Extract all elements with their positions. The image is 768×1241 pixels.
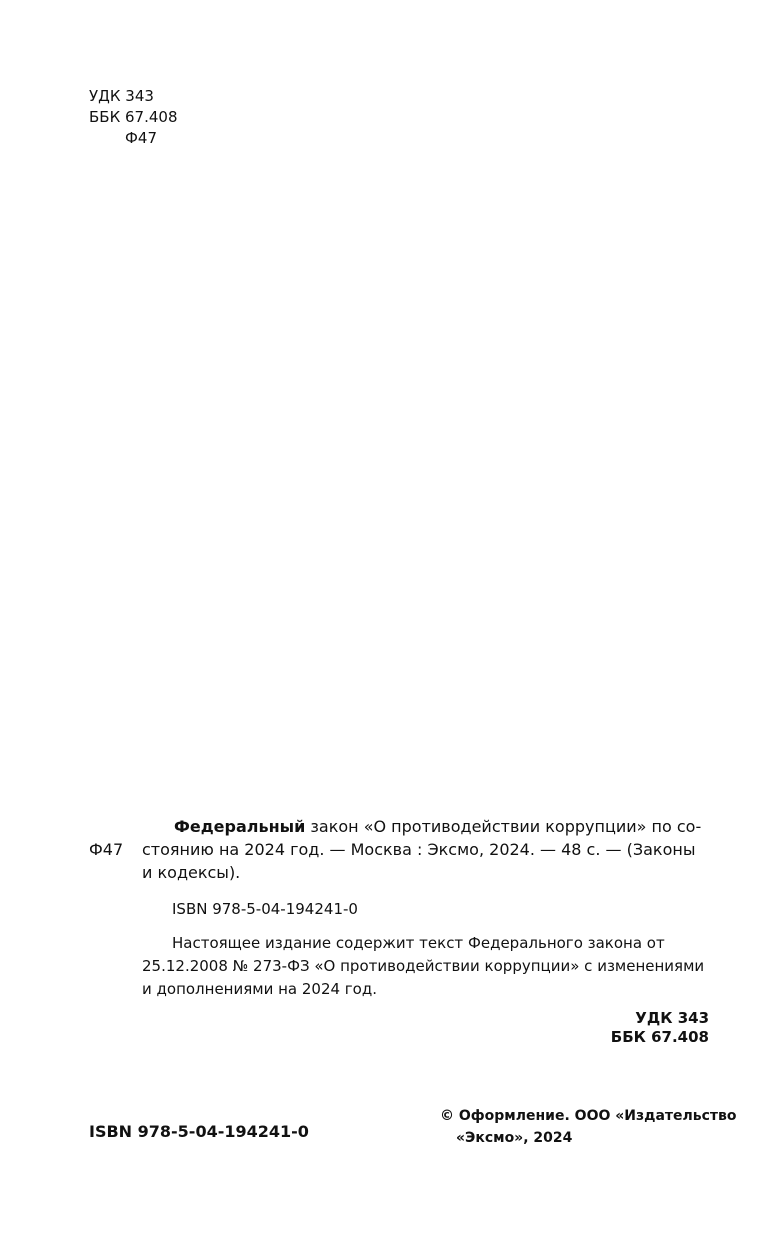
edition-description — [142, 932, 709, 1001]
author-sign: Ф47 — [125, 129, 157, 147]
bbk-code: ББК 67.408 — [89, 108, 178, 126]
annotation-line-2: стоянию на 2024 год. — Москва : Эксмо, 2024. — 48 с. — (Законы — [142, 840, 696, 859]
top-classification-codes — [89, 86, 177, 149]
annotation-line-1 — [142, 815, 709, 838]
description-line-1: Настоящее издание содержит текст Федерального закона от — [172, 934, 665, 952]
description-line-3: и дополнениями на 2024 год. — [142, 980, 377, 998]
isbn-bottom: ISBN 978-5-04-194241-0 — [89, 1122, 309, 1141]
annotation-line-3: и кодексы). — [142, 863, 241, 882]
udk-code: УДК 343 — [89, 87, 154, 105]
bbk-code-bottom: ББК 67.408 — [610, 1028, 709, 1046]
annotation-title-rest: закон «О противодействии коррупции» по со- — [305, 817, 702, 836]
copyright-line-2: «Эксмо», 2024 — [456, 1130, 573, 1146]
isbn-line: ISBN 978-5-04-194241-0 — [172, 900, 358, 918]
side-author-sign: Ф47 — [89, 840, 124, 859]
annotation-title-bold: Федеральный — [174, 817, 306, 836]
description-line-2: 25.12.2008 № 273-ФЗ «О противодействии коррупции» с изменениями — [142, 957, 705, 975]
bibliographic-annotation — [142, 815, 709, 884]
copyright-line-1: © Оформление. ООО «Издательство — [440, 1108, 737, 1124]
copyright-notice — [440, 1105, 737, 1149]
bottom-classification-codes — [611, 1009, 709, 1047]
udk-code-bottom: УДК 343 — [635, 1009, 709, 1027]
